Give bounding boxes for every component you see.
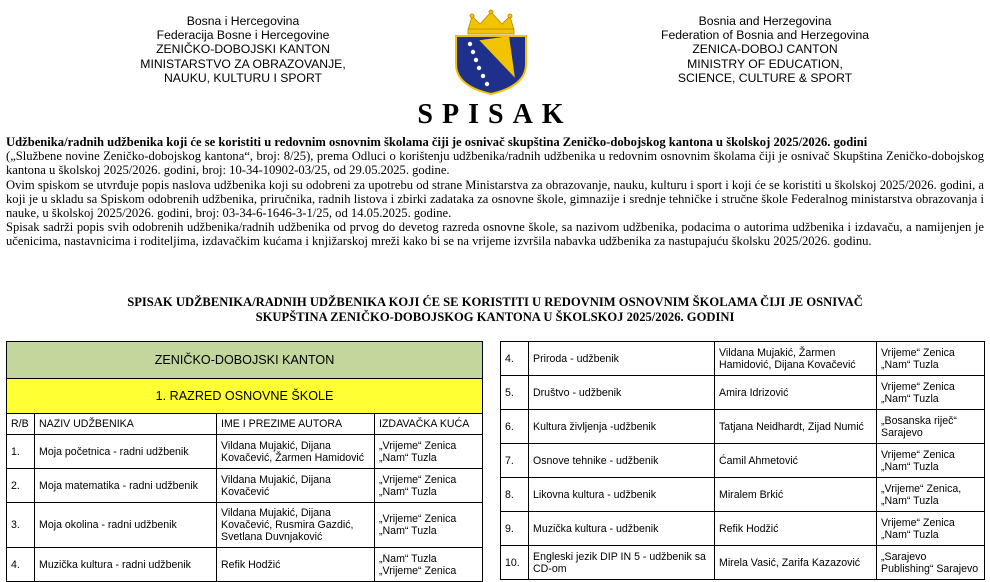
row-publisher: „Vrijeme“ Zenica „Nam“ Tuzla (375, 503, 483, 548)
document-title: SPISAK (417, 99, 573, 130)
header-title: NAZIV UDŽBENIKA (35, 414, 217, 435)
table-row (7, 435, 483, 469)
grade-band (7, 379, 483, 414)
row-number: 3. (7, 503, 35, 548)
row-publisher: Vrijeme“ Zenica „Nam“ Tuzla (877, 342, 985, 376)
table-row (501, 444, 985, 478)
row-number: 8. (501, 478, 529, 512)
intro-text (6, 135, 984, 249)
intro-bold-line: Udžbenika/radnih udžbenika koji će se koristiti u redovnim osnovnim školama čiji je osnivač skupština Zeničko-dobojskog kantona u školskoj 2025/2026. godini (6, 135, 868, 149)
list-subtitle (0, 295, 990, 325)
table-row (501, 342, 985, 376)
grade-label: 1. RAZRED OSNOVNE ŠKOLE (7, 379, 483, 414)
row-title: Likovna kultura - udžbenik (529, 478, 715, 512)
header-right-line: Federation of Bosnia and Herzegovina (661, 28, 869, 43)
table-row (501, 376, 985, 410)
row-author: Miralem Brkić (715, 478, 877, 512)
header-left-line: Bosna i Hercegovina (186, 14, 300, 28)
row-title: Osnove tehnike - udžbenik (529, 444, 715, 478)
row-publisher: Vrijeme“ Zenica „Nam“ Tuzla (877, 512, 985, 546)
canton-label: ZENIČKO-DOBOJSKI KANTON (7, 342, 483, 379)
header-left-line: ZENIČKO-DOBOJSKI KANTON (156, 42, 330, 57)
row-publisher: „Sarajevo Publishing“ Sarajevo (877, 546, 985, 580)
header-rb: R/B (7, 414, 35, 435)
row-title: Muzička kultura - udžbenik (529, 512, 715, 546)
header-left-line: NAUKU, KULTURU I SPORT (163, 70, 322, 85)
table-row (501, 478, 985, 512)
row-author: Ćamil Ahmetović (715, 444, 877, 478)
row-author: Vildana Mujakić, Dijana Kovačević, Rusmira Gazdić, Svetlana Duvnjaković (217, 503, 375, 548)
row-title: Engleski jezik DIP IN 5 - udžbenik sa CD-om (529, 546, 715, 580)
intro-paragraph-3: Spisak sadrži popis svih odobrenih udžbenika/radnih udžbenika od prvog do devetog razreda osnovne škole, sa nazivom udžbenika, podacima o autorima udžbenika i izdavaču, a namijenjen je učenicima, nastavnicima i roditeljima, izdavačkim kućama i knjižarskoj mreži kako bi se na vrijeme izvršila nabavka udžbenika za nastupajuću školsku 2025/2026. godinu. (6, 220, 984, 249)
row-author: Vildana Mujakić, Žarmen Hamidović, Dijana Kovačević (715, 342, 877, 376)
table-row (501, 512, 985, 546)
table-row (7, 469, 483, 503)
row-number: 5. (501, 376, 529, 410)
table-row (501, 546, 985, 580)
table-row (7, 503, 483, 548)
row-number: 4. (501, 342, 529, 376)
row-title: Kultura življenja -udžbenik (529, 410, 715, 444)
row-title: Moja okolina - radni udžbenik (35, 503, 217, 548)
header-right-line: Bosnia and Herzegovina (698, 14, 832, 28)
row-author: Vildana Mujakić, Dijana Kovačević (217, 469, 375, 503)
canton-band (7, 342, 483, 379)
textbook-table-left (6, 341, 483, 582)
row-number: 2. (7, 469, 35, 503)
row-number: 9. (501, 512, 529, 546)
row-publisher: „Nam“ Tuzla „Vrijeme“ Zenica (375, 548, 483, 582)
intro-paragraph-1: („Službene novine Zeničko-dobojskog kantona“, broj: 8/25), prema Odluci o korištenju udžbenika/radnih udžbenika u redovnim osnovnim školama čiji je osnivač Skupština Zeničko-dobojskog kantona u školskoj 2025/2026. godini, broj: 10-34-10902-03/25, od 29.05.2025. godine. (6, 149, 984, 178)
row-publisher: Vrijeme“ Zenica „Nam“ Tuzla (877, 444, 985, 478)
row-publisher: „Vrijeme“ Zenica, „Nam“ Tuzla (877, 478, 985, 512)
row-number: 1. (7, 435, 35, 469)
row-number: 4. (7, 548, 35, 582)
row-author: Amira Idrizović (715, 376, 877, 410)
header-right-line: ZENICA-DOBOJ CANTON (692, 42, 838, 57)
row-author: Vildana Mujakić, Dijana Kovačević, Žarmen Hamidović (217, 435, 375, 469)
header-right (600, 14, 930, 85)
header-author: IME I PREZIME AUTORA (217, 414, 375, 435)
table-row (7, 548, 483, 582)
row-number: 7. (501, 444, 529, 478)
row-publisher: Vrijeme“ Zenica „Nam“ Tuzla (877, 376, 985, 410)
header-left-line: Federacija Bosne i Hercegovine (156, 28, 330, 43)
row-author: Mirela Vasić, Zarifa Kazazović (715, 546, 877, 580)
intro-paragraph-2: Ovim spiskom se utvrđuje popis naslova udžbenika koji su odobreni za upotrebu od strane Ministarstva za obrazovanje, nauku, kulturu i sport i koji će se koristiti u školskoj 2025/2026. godini, a koji je u skladu sa Spiskom odobrenih udžbenika, priručnika, radnih listova i zbirki zadataka za osnovne škole, gimnazije i srednje tehničke i stručne škole Federalnog ministarstva obrazovanja i nauke, u školskoj 2025/2026. godini, broj: 03-34-6-1646-3-1/25, od 14.05.2025. godine. (6, 177, 984, 221)
subtitle-line-1: SPISAK UDŽBENIKA/RADNIH UDŽBENIKA KOJI ĆE SE KORISTITI U REDOVNIM OSNOVNIM ŠKOLAMA ČIJI JE OSNIVAČ (127, 295, 863, 309)
header-left (78, 14, 408, 85)
column-headers (7, 414, 483, 435)
textbook-table-right (500, 341, 985, 580)
row-title: Društvo - udžbenik (529, 376, 715, 410)
subtitle-line-2: SKUPŠTINA ZENIČKO-DOBOJSKOG KANTONA U ŠKOLSKOJ 2025/2026. GODINI (255, 310, 735, 324)
row-number: 10. (501, 546, 529, 580)
coat-of-arms-icon (452, 8, 530, 96)
row-title: Moja početnica - radni udžbenik (35, 435, 217, 469)
header-right-line: MINISTRY OF EDUCATION, (687, 56, 843, 71)
row-title: Priroda - udžbenik (529, 342, 715, 376)
row-title: Muzička kultura - radni udžbenik (35, 548, 217, 582)
row-title: Moja matematika - radni udžbenik (35, 469, 217, 503)
table-row (501, 410, 985, 444)
row-author: Tatjana Neidhardt, Zijad Numić (715, 410, 877, 444)
header-publisher: IZDAVAČKA KUĆA (375, 414, 483, 435)
header-left-line: MINISTARSTVO ZA OBRAZOVANJE, (140, 56, 346, 71)
row-publisher: „Bosanska riječ“ Sarajevo (877, 410, 985, 444)
row-publisher: „Vrijeme“ Zenica „Nam“ Tuzla (375, 469, 483, 503)
row-author: Refik Hodžić (715, 512, 877, 546)
row-publisher: „Vrijeme“ Zenica „Nam“ Tuzla (375, 435, 483, 469)
header-right-line: SCIENCE, CULTURE & SPORT (677, 70, 853, 85)
row-number: 6. (501, 410, 529, 444)
row-author: Refik Hodžić (217, 548, 375, 582)
